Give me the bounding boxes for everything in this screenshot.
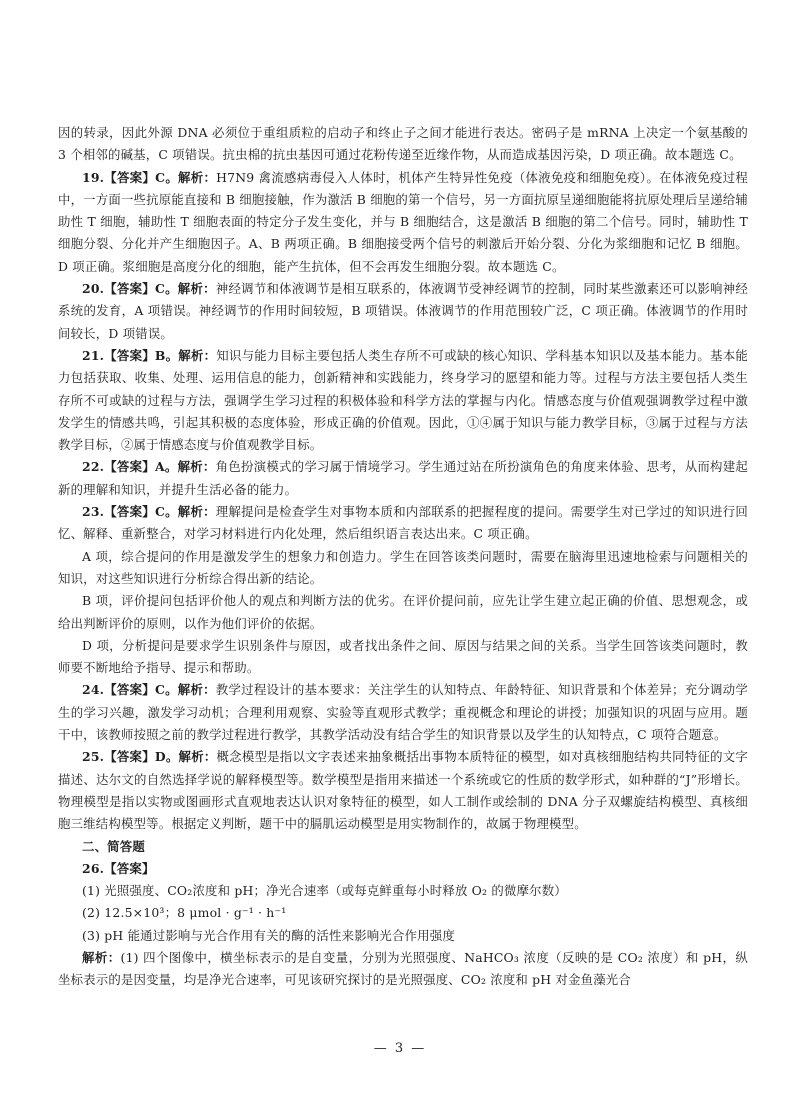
paragraph-text: D 项，分析提问是要求学生识别条件与原因，或者找出条件之间、原因与结果之间的关系。当学生回答该类问题时，教师要不断地给予指导、提示和帮助。 — [58, 637, 748, 676]
answer-label: 【答案】 — [104, 459, 155, 475]
paragraph-text: 概念模型是指以文字表述来抽象概括出事物本质特征的模型，如对真核细胞结构共同特征的文字描述、达尔文的自然选择学说的解释模型等。数学模型是指用来描述一个系统或它的性质的数学形式，如种群的“J”形增长。物理模型是指以实物或图画形式直观地表达认识对象特征的模型，如人工制作或绘制的 DNA 分子双螺旋结构模型、真核细胞三维结构模型等。根据定义判断，题干中的膈肌运动模型是用实物制作的，故属于物理模型。 — [58, 749, 748, 832]
question-26-answer-1: (1) 光照强度、CO₂浓度和 pH；净光合速率（或每克鲜重每小时释放 O₂ 的微摩尔数） — [82, 883, 567, 899]
paragraph-continuation — [58, 122, 748, 167]
question-number: 24. — [82, 682, 105, 698]
question-number: 19. — [82, 169, 105, 185]
question-number: 26. — [82, 860, 105, 876]
question-26-answer-2: (2) 12.5×10³；8 μmol · g⁻¹ · h⁻¹ — [82, 905, 287, 921]
question-24 — [58, 679, 748, 746]
answer-choice: D。解析： — [154, 749, 217, 765]
question-20 — [58, 278, 748, 345]
paragraph-text: 因的转录，因此外源 DNA 必须位于重组质粒的启动子和终止子之间才能进行表达。密码子是 mRNA 上决定一个氨基酸的 3 个相邻的碱基，C 项错误。抗虫棉的抗虫基因可通过花粉传递至近缘作物，从而造成基因污染，D 项正确。故本题选 C。 — [58, 125, 748, 163]
answer-label: 【答案】 — [104, 347, 155, 363]
answer-key-content — [58, 122, 748, 992]
paragraph-text: A 项，综合提问的作用是激发学生的想象力和创造力。学生在回答该类问题时，需要在脑海里迅速地检索与问题相关的知识，对这些知识进行分析综合得出新的结论。 — [58, 548, 748, 586]
question-23-option-a — [58, 546, 748, 591]
question-23-option-b — [58, 590, 748, 635]
paragraph-text: 知识与能力目标主要包括人类生存所不可或缺的核心知识、学科基本知识以及基本能力。基本能力包括获取、收集、处理、运用信息的能力，创新精神和实践能力，终身学习的愿望和能力等。过程与方法主要包括人类生存所不可或缺的过程与方法，强调学生学习过程的积极体验和科学方法的掌握与内化。情感态度与价值观强调教学过程中激发学生的情感共鸣，引起其积极的态度体验，形成正确的价值观。因此，①④属于知识与能力教学目标，③属于过程与方法教学目标，②属于情感态度与价值观教学目标。 — [58, 347, 748, 453]
answer-choice: C。解析： — [155, 169, 217, 185]
question-number: 22. — [82, 459, 105, 475]
question-number: 23. — [82, 504, 105, 520]
question-number: 20. — [82, 281, 105, 297]
answer-choice: C。解析： — [154, 504, 216, 520]
question-number: 25. — [82, 749, 105, 765]
answer-label: 【答案】 — [104, 749, 155, 765]
answer-choice: C。解析： — [154, 682, 216, 698]
paragraph-text: (1) 四个图像中，横坐标表示的是自变量，分别为光照强度、NaHCO₃ 浓度（反映的是 CO₂ 浓度）和 pH，纵坐标表示的是因变量，均是净光合速率，可见该研究探讨的是光照强度、CO₂ 浓度和 pH 对金鱼藻光合 — [58, 949, 748, 988]
paragraph-text: 角色扮演模式的学习属于情境学习。学生通过站在所扮演角色的角度来体验、思考，从而构建起新的理解和知识，并提升生活必备的能力。 — [58, 459, 748, 497]
question-number: 21. — [82, 347, 105, 363]
answer-choice: C。解析： — [154, 281, 216, 297]
question-26-answer-3: (3) pH 能通过影响与光合作用有关的酶的活性来影响光合作用强度 — [82, 927, 455, 943]
section-title: 二、简答题 — [82, 838, 145, 854]
analysis-label: 解析： — [82, 949, 121, 965]
question-19 — [58, 167, 748, 278]
paragraph-text: 理解提问是检查学生对事物本质和内部联系的把握程度的提问。需要学生对已学过的知识进行回忆、解释、重新整合，对学习材料进行内化处理，然后组织语言表达出来。C 项正确。 — [58, 504, 748, 542]
answer-label: 【答案】 — [104, 281, 155, 297]
question-22 — [58, 456, 748, 501]
question-26-analysis — [58, 947, 748, 992]
paragraph-text: B 项，评价提问包括评价他人的观点和判断方法的优劣。在评价提问前，应先让学生建立起正确的价值、思想观念，或给出判断评价的原则，以作为他们评价的依据。 — [58, 593, 748, 631]
question-21 — [58, 345, 748, 456]
question-23 — [58, 501, 748, 546]
answer-label: 【答案】 — [104, 504, 155, 520]
question-25 — [58, 746, 748, 835]
paragraph-text: 教学过程设计的基本要求：关注学生的认知特点、年龄特征、知识背景和个体差异；充分调动学生的学习兴趣，激发学习动机；合理利用观察、实验等直观形式教学；重视概念和理论的讲授；加强知识的巩固与应用。题干中，该教师按照之前的教学过程进行教学，其教学活动没有结合学生的知识背景以及学生的认知特点，C 项符合题意。 — [58, 682, 748, 743]
answer-label: 【答案】 — [104, 682, 155, 698]
answer-choice: A。解析： — [154, 459, 216, 475]
answer-choice: B。解析： — [154, 347, 217, 363]
answer-label: 【答案】 — [104, 860, 155, 876]
page-number: — 3 — — [373, 1041, 427, 1056]
paragraph-text: 神经调节和体液调节是相互联系的，体液调节受神经调节的控制，同时某些激素还可以影响神经系统的发育，A 项错误。神经调节的作用时间较短，B 项错误。体液调节的作用范围较广泛，C 项正确。体液调节的作用时间较长，D 项错误。 — [58, 281, 748, 341]
answer-label: 【答案】 — [104, 169, 156, 185]
question-23-option-d — [58, 635, 748, 680]
paragraph-text: H7N9 禽流感病毒侵入人体时，机体产生特异性免疫（体液免疫和细胞免疫）。在体液免疫过程中，一方面一些抗原能直接和 B 细胞接触，作为激活 B 细胞的第一个信号，另一方面抗原呈递细胞能将抗原处理后呈递给辅助性 T 细胞，辅助性 T 细胞表面的特定分子发生变化，并与 B 细胞结合，这是激活 B 细胞的第二个信号。同时，辅助性 T 细胞分裂、分化并产生细胞因子。A、B 两项正确。B 细胞接受两个信号的刺激后开始分裂、分化为浆细胞和记忆 B 细胞。D 项正确。浆细胞是高度分化的细胞，能产生抗体，但不会再发生细胞分裂。故本题选 C。 — [58, 169, 748, 274]
question-26-header — [58, 858, 748, 880]
